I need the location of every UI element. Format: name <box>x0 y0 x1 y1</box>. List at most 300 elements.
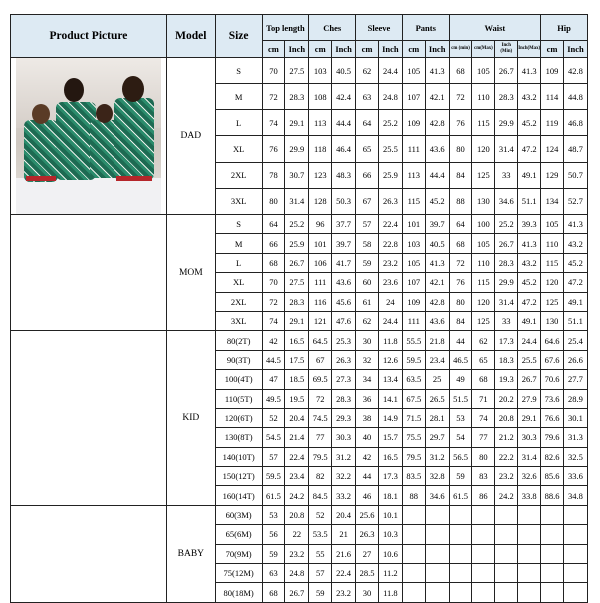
model-header: Model <box>166 15 215 58</box>
measurement-cell: 84 <box>449 311 472 330</box>
measurement-cell: 37.7 <box>332 215 356 234</box>
size-cell: 90(3T) <box>215 350 262 369</box>
measurement-cell: 75.5 <box>402 428 425 447</box>
measurement-cell <box>495 544 518 563</box>
measurement-cell: 44 <box>356 467 379 486</box>
measurement-cell: 24.4 <box>378 58 402 84</box>
size-cell: M <box>215 84 262 110</box>
measurement-cell: 65 <box>356 136 379 162</box>
measurement-cell: 44.4 <box>425 162 449 188</box>
waist-header: Waist <box>449 15 540 41</box>
measurement-cell: 13.4 <box>378 370 402 389</box>
measurement-cell: 63.5 <box>402 370 425 389</box>
measurement-cell: 72 <box>449 84 472 110</box>
measurement-cell: 66 <box>356 162 379 188</box>
measurement-cell: 124 <box>541 136 564 162</box>
measurement-cell: 57 <box>309 564 332 583</box>
measurement-cell: 46 <box>356 486 379 505</box>
measurement-cell: 28.3 <box>495 253 518 272</box>
measurement-cell: 16.5 <box>285 331 309 350</box>
measurement-cell: 72 <box>449 253 472 272</box>
measurement-cell: 23.6 <box>378 273 402 292</box>
measurement-cell: 72 <box>309 389 332 408</box>
measurement-cell: 29.9 <box>495 273 518 292</box>
model-cell: BABY <box>166 505 215 602</box>
measurement-cell: 40.5 <box>425 234 449 253</box>
measurement-cell: 44 <box>449 331 472 350</box>
measurement-cell: 48.3 <box>332 162 356 188</box>
measurement-cell: 129 <box>541 162 564 188</box>
measurement-cell: 31.2 <box>332 447 356 466</box>
measurement-cell: 43.2 <box>518 253 541 272</box>
measurement-cell: 25 <box>425 370 449 389</box>
measurement-cell: 42.8 <box>425 110 449 136</box>
measurement-cell: 16.5 <box>378 447 402 466</box>
measurement-cell <box>425 505 449 524</box>
measurement-cell: 23.2 <box>285 544 309 563</box>
measurement-cell: 63 <box>356 84 379 110</box>
measurement-cell: 22.8 <box>378 234 402 253</box>
measurement-cell: 76 <box>262 136 285 162</box>
measurement-cell: 107 <box>402 273 425 292</box>
measurement-cell: 66 <box>262 234 285 253</box>
measurement-cell: 20.8 <box>495 408 518 427</box>
measurement-cell: 41.7 <box>332 253 356 272</box>
measurement-cell: 40.5 <box>332 58 356 84</box>
measurement-cell: 125 <box>541 292 564 311</box>
measurement-cell: 71 <box>472 389 495 408</box>
measurement-cell: 25.2 <box>285 215 309 234</box>
measurement-cell: 29.1 <box>285 110 309 136</box>
unit-header: Inch(Max) <box>518 41 541 58</box>
measurement-cell <box>563 525 587 544</box>
measurement-cell: 26.5 <box>425 389 449 408</box>
measurement-cell: 42 <box>262 331 285 350</box>
header-row <box>11 15 588 41</box>
unit-header: cm(Max) <box>472 41 495 58</box>
measurement-cell: 29.1 <box>285 311 309 330</box>
measurement-cell: 72 <box>262 292 285 311</box>
measurement-cell: 51.1 <box>563 311 587 330</box>
unit-header: cm <box>262 41 285 58</box>
hip-header: Hip <box>541 15 588 41</box>
measurement-cell: 110 <box>472 253 495 272</box>
measurement-cell: 27.5 <box>285 58 309 84</box>
measurement-cell <box>472 583 495 602</box>
measurement-cell: 55 <box>309 544 332 563</box>
measurement-cell: 79.6 <box>541 428 564 447</box>
measurement-cell: 41.3 <box>518 234 541 253</box>
measurement-cell: 22.4 <box>332 564 356 583</box>
measurement-cell: 45.2 <box>563 253 587 272</box>
unit-header: cm <box>356 41 379 58</box>
measurement-cell: 113 <box>309 110 332 136</box>
measurement-cell: 23.2 <box>332 583 356 602</box>
size-cell: 130(8T) <box>215 428 262 447</box>
measurement-cell: 26.3 <box>378 188 402 214</box>
measurement-cell <box>518 505 541 524</box>
measurement-cell: 52 <box>262 408 285 427</box>
pants-header: Pants <box>402 15 449 41</box>
measurement-cell: 43.2 <box>518 84 541 110</box>
measurement-cell: 40 <box>356 428 379 447</box>
measurement-cell <box>541 583 564 602</box>
unit-header: Inch <box>285 41 309 58</box>
measurement-cell: 76.6 <box>541 408 564 427</box>
measurement-cell: 26.3 <box>332 350 356 369</box>
measurement-cell: 69.5 <box>309 370 332 389</box>
measurement-cell <box>563 544 587 563</box>
measurement-cell <box>518 544 541 563</box>
measurement-cell: 31.2 <box>425 447 449 466</box>
measurement-cell: 49 <box>449 370 472 389</box>
measurement-cell: 62 <box>356 58 379 84</box>
measurement-cell: 107 <box>402 84 425 110</box>
measurement-cell: 42.8 <box>563 58 587 84</box>
measurement-cell <box>449 583 472 602</box>
measurement-cell: 68 <box>449 234 472 253</box>
measurement-cell: 61.5 <box>262 486 285 505</box>
measurement-cell: 28.3 <box>332 389 356 408</box>
measurement-cell: 30.3 <box>518 428 541 447</box>
measurement-cell: 11.8 <box>378 583 402 602</box>
size-cell: 2XL <box>215 292 262 311</box>
measurement-cell: 23.2 <box>378 253 402 272</box>
measurement-cell: 24.4 <box>518 331 541 350</box>
measurement-cell <box>402 564 425 583</box>
table-row <box>11 331 588 350</box>
measurement-cell: 33 <box>495 311 518 330</box>
measurement-cell <box>402 505 425 524</box>
measurement-cell: 88.6 <box>541 486 564 505</box>
size-chart-body <box>11 58 588 603</box>
measurement-cell: 20.8 <box>285 505 309 524</box>
measurement-cell: 28.1 <box>425 408 449 427</box>
measurement-cell: 27.9 <box>518 389 541 408</box>
measurement-cell: 84.5 <box>309 486 332 505</box>
measurement-cell: 42.4 <box>332 84 356 110</box>
measurement-cell: 45.2 <box>425 188 449 214</box>
measurement-cell: 113 <box>402 162 425 188</box>
measurement-cell: 23.4 <box>425 350 449 369</box>
product-picture-header: Product Picture <box>11 15 167 58</box>
measurement-cell: 77 <box>309 428 332 447</box>
measurement-cell: 45.2 <box>518 273 541 292</box>
measurement-cell <box>425 564 449 583</box>
measurement-cell: 56 <box>262 525 285 544</box>
measurement-cell: 18.3 <box>495 350 518 369</box>
measurement-cell: 70 <box>262 273 285 292</box>
measurement-cell: 65 <box>472 350 495 369</box>
measurement-cell: 72 <box>262 84 285 110</box>
measurement-cell: 53 <box>262 505 285 524</box>
measurement-cell: 73.6 <box>541 389 564 408</box>
measurement-cell: 27.7 <box>563 370 587 389</box>
measurement-cell: 105 <box>472 58 495 84</box>
unit-header: cm <box>309 41 332 58</box>
measurement-cell: 105 <box>541 215 564 234</box>
measurement-cell <box>425 525 449 544</box>
measurement-cell: 121 <box>309 311 332 330</box>
measurement-cell: 19.5 <box>285 389 309 408</box>
measurement-cell: 17.3 <box>378 467 402 486</box>
unit-header: Inch <box>563 41 587 58</box>
measurement-cell <box>518 583 541 602</box>
measurement-cell: 82.6 <box>541 447 564 466</box>
measurement-cell: 30.1 <box>563 408 587 427</box>
measurement-cell: 41.3 <box>425 253 449 272</box>
measurement-cell: 21.6 <box>332 544 356 563</box>
measurement-cell <box>472 505 495 524</box>
unit-header: cm <box>541 41 564 58</box>
measurement-cell: 26.7 <box>495 234 518 253</box>
measurement-cell: 55.5 <box>402 331 425 350</box>
measurement-cell: 57 <box>356 215 379 234</box>
measurement-cell: 60 <box>356 273 379 292</box>
measurement-cell <box>541 505 564 524</box>
table-row <box>11 58 588 84</box>
measurement-cell: 105 <box>402 58 425 84</box>
size-cell: 3XL <box>215 188 262 214</box>
measurement-cell: 70.6 <box>541 370 564 389</box>
measurement-cell: 41.3 <box>425 58 449 84</box>
measurement-cell: 51.1 <box>518 188 541 214</box>
measurement-cell: 26.3 <box>356 525 379 544</box>
measurement-cell: 50.3 <box>332 188 356 214</box>
measurement-cell <box>449 525 472 544</box>
measurement-cell: 125 <box>472 311 495 330</box>
measurement-cell: 33.6 <box>563 467 587 486</box>
measurement-cell <box>563 564 587 583</box>
measurement-cell: 109 <box>402 110 425 136</box>
measurement-cell: 42.1 <box>425 84 449 110</box>
measurement-cell: 25.2 <box>495 215 518 234</box>
measurement-cell: 49.1 <box>518 162 541 188</box>
measurement-cell: 46.8 <box>563 110 587 136</box>
measurement-cell: 61.5 <box>449 486 472 505</box>
measurement-cell: 31.4 <box>495 136 518 162</box>
measurement-cell <box>449 564 472 583</box>
measurement-cell: 42.8 <box>425 292 449 311</box>
measurement-cell: 44.5 <box>262 350 285 369</box>
measurement-cell: 41.3 <box>518 58 541 84</box>
measurement-cell: 85.6 <box>541 467 564 486</box>
measurement-cell: 47.2 <box>518 292 541 311</box>
measurement-cell: 109 <box>402 292 425 311</box>
measurement-cell: 11.8 <box>378 331 402 350</box>
measurement-cell: 111 <box>309 273 332 292</box>
measurement-cell: 54.5 <box>262 428 285 447</box>
measurement-cell: 31.4 <box>495 292 518 311</box>
measurement-cell <box>449 544 472 563</box>
measurement-cell: 18.5 <box>285 370 309 389</box>
measurement-cell: 25.3 <box>332 331 356 350</box>
measurement-cell: 67.5 <box>402 389 425 408</box>
measurement-cell: 30 <box>356 583 379 602</box>
measurement-cell <box>541 564 564 583</box>
size-cell: M <box>215 234 262 253</box>
measurement-cell <box>425 544 449 563</box>
measurement-cell: 25.9 <box>378 162 402 188</box>
measurement-cell: 80 <box>472 447 495 466</box>
measurement-cell: 110 <box>472 84 495 110</box>
measurement-cell: 80 <box>262 188 285 214</box>
measurement-cell: 26.7 <box>285 253 309 272</box>
size-cell: 70(9M) <box>215 544 262 563</box>
measurement-cell: 52.7 <box>563 188 587 214</box>
measurement-cell: 52 <box>309 505 332 524</box>
size-cell: 120(6T) <box>215 408 262 427</box>
size-cell: 100(4T) <box>215 370 262 389</box>
measurement-cell: 28.3 <box>495 84 518 110</box>
measurement-cell: 24.8 <box>378 84 402 110</box>
product-picture-cell <box>11 331 167 506</box>
measurement-cell: 22 <box>285 525 309 544</box>
measurement-cell: 34.8 <box>563 486 587 505</box>
measurement-cell <box>495 564 518 583</box>
measurement-cell <box>541 544 564 563</box>
measurement-cell: 108 <box>309 84 332 110</box>
measurement-cell: 34.6 <box>425 486 449 505</box>
measurement-cell: 31.3 <box>563 428 587 447</box>
measurement-cell: 64.5 <box>309 331 332 350</box>
measurement-cell: 10.1 <box>378 505 402 524</box>
model-cell: DAD <box>166 58 215 215</box>
measurement-cell: 83.5 <box>402 467 425 486</box>
measurement-cell: 79.5 <box>402 447 425 466</box>
measurement-cell: 28.3 <box>285 84 309 110</box>
measurement-cell: 115 <box>402 188 425 214</box>
measurement-cell: 39.7 <box>425 215 449 234</box>
size-cell: 80(18M) <box>215 583 262 602</box>
measurement-cell: 33.2 <box>332 486 356 505</box>
model-cell: MOM <box>166 215 215 331</box>
size-cell: XL <box>215 136 262 162</box>
measurement-cell: 29.9 <box>285 136 309 162</box>
measurement-cell: 130 <box>541 311 564 330</box>
size-cell: XL <box>215 273 262 292</box>
family-pajama-photo-icon <box>16 58 161 214</box>
measurement-cell: 109 <box>541 58 564 84</box>
measurement-cell: 128 <box>309 188 332 214</box>
measurement-cell: 19.3 <box>495 370 518 389</box>
size-cell: 80(2T) <box>215 331 262 350</box>
size-cell: L <box>215 253 262 272</box>
model-cell: KID <box>166 331 215 506</box>
measurement-cell: 32.6 <box>518 467 541 486</box>
measurement-cell: 59.5 <box>262 467 285 486</box>
measurement-cell <box>472 544 495 563</box>
measurement-cell: 88 <box>449 188 472 214</box>
measurement-cell: 115 <box>541 253 564 272</box>
measurement-cell: 59 <box>356 253 379 272</box>
measurement-cell: 29.1 <box>518 408 541 427</box>
measurement-cell: 79.5 <box>309 447 332 466</box>
measurement-cell: 120 <box>472 292 495 311</box>
measurement-cell <box>541 525 564 544</box>
measurement-cell <box>563 505 587 524</box>
measurement-cell: 61 <box>356 292 379 311</box>
measurement-cell: 49.1 <box>518 311 541 330</box>
size-cell: 160(14T) <box>215 486 262 505</box>
unit-header: Inch <box>378 41 402 58</box>
measurement-cell: 32 <box>356 350 379 369</box>
measurement-cell: 115 <box>472 110 495 136</box>
measurement-cell: 59.5 <box>402 350 425 369</box>
unit-header: cm (min) <box>449 41 472 58</box>
measurement-cell <box>518 564 541 583</box>
measurement-cell: 64.6 <box>541 331 564 350</box>
measurement-cell: 10.3 <box>378 525 402 544</box>
measurement-cell: 33 <box>495 162 518 188</box>
measurement-cell: 120 <box>541 273 564 292</box>
measurement-cell: 25.5 <box>378 136 402 162</box>
measurement-cell: 105 <box>402 253 425 272</box>
measurement-cell <box>402 583 425 602</box>
measurement-cell: 30.3 <box>332 428 356 447</box>
measurement-cell: 88 <box>402 486 425 505</box>
measurement-cell: 26.7 <box>495 58 518 84</box>
measurement-cell: 64 <box>262 215 285 234</box>
measurement-cell: 57 <box>262 447 285 466</box>
size-cell: 3XL <box>215 311 262 330</box>
measurement-cell <box>495 525 518 544</box>
measurement-cell: 25.6 <box>356 505 379 524</box>
measurement-cell: 59 <box>309 583 332 602</box>
measurement-cell: 120 <box>472 136 495 162</box>
measurement-cell: 63 <box>262 564 285 583</box>
measurement-cell <box>425 583 449 602</box>
measurement-cell <box>472 525 495 544</box>
measurement-cell: 30 <box>356 331 379 350</box>
measurement-cell: 59 <box>449 467 472 486</box>
measurement-cell: 20.2 <box>495 389 518 408</box>
measurement-cell: 48.7 <box>563 136 587 162</box>
measurement-cell: 21.4 <box>285 428 309 447</box>
unit-header: cm <box>402 41 425 58</box>
measurement-cell: 80 <box>449 292 472 311</box>
measurement-cell: 43.6 <box>425 136 449 162</box>
measurement-cell: 27.5 <box>285 273 309 292</box>
measurement-cell: 46.5 <box>449 350 472 369</box>
measurement-cell: 110 <box>541 234 564 253</box>
measurement-cell: 100 <box>472 215 495 234</box>
size-cell: 110(5T) <box>215 389 262 408</box>
measurement-cell: 22.2 <box>495 447 518 466</box>
measurement-cell: 74 <box>472 408 495 427</box>
measurement-cell: 28.3 <box>285 292 309 311</box>
measurement-cell: 23.2 <box>495 467 518 486</box>
product-picture-cell <box>11 58 167 215</box>
measurement-cell: 17.5 <box>285 350 309 369</box>
measurement-cell: 25.2 <box>378 110 402 136</box>
measurement-cell: 28.9 <box>563 389 587 408</box>
measurement-cell: 12.6 <box>378 350 402 369</box>
measurement-cell <box>472 564 495 583</box>
measurement-cell <box>495 505 518 524</box>
measurement-cell: 25.4 <box>563 331 587 350</box>
measurement-cell: 68 <box>472 370 495 389</box>
measurement-cell: 82 <box>309 467 332 486</box>
measurement-cell: 23.4 <box>285 467 309 486</box>
measurement-cell: 130 <box>472 188 495 214</box>
measurement-cell: 67.6 <box>541 350 564 369</box>
measurement-cell: 62 <box>356 311 379 330</box>
measurement-cell: 53 <box>449 408 472 427</box>
measurement-cell: 26.7 <box>285 583 309 602</box>
measurement-cell: 101 <box>309 234 332 253</box>
measurement-cell: 43.6 <box>332 273 356 292</box>
